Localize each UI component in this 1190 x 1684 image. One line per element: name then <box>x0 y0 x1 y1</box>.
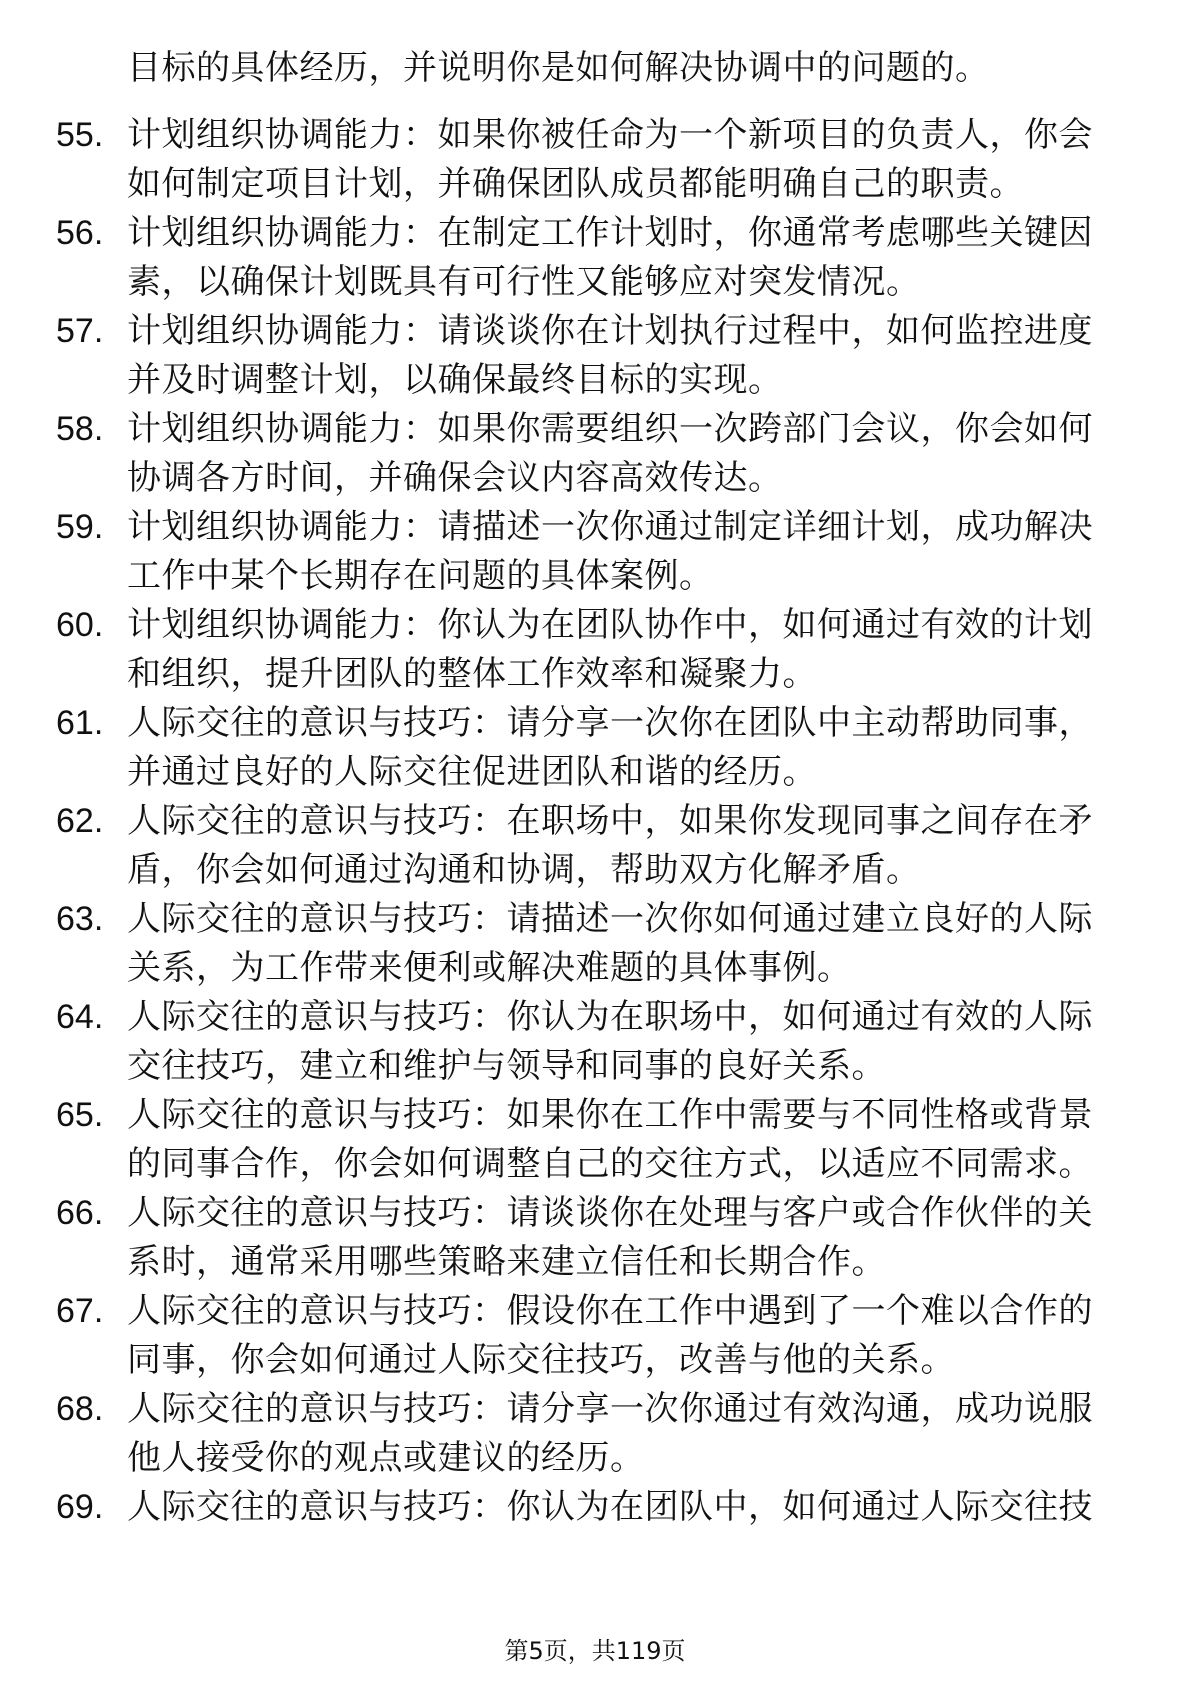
question-number: 60. <box>56 606 104 644</box>
question-line: 计划组织协调能力：请描述一次你通过制定详细计划，成功解决 <box>127 507 1093 547</box>
question-text <box>127 1189 1127 1287</box>
question-line: 关系，为工作带来便利或解决难题的具体事例。 <box>127 948 852 988</box>
question-list <box>0 111 1190 1581</box>
list-item <box>0 1091 1190 1189</box>
question-text <box>127 895 1127 993</box>
question-line: 工作中某个长期存在问题的具体案例。 <box>127 556 714 596</box>
list-item <box>0 601 1190 699</box>
question-line: 人际交往的意识与技巧：请分享一次你在团队中主动帮助同事， <box>127 703 1093 743</box>
question-line: 系时，通常采用哪些策略来建立信任和长期合作。 <box>127 1242 886 1282</box>
question-line: 盾，你会如何通过沟通和协调，帮助双方化解矛盾。 <box>127 850 921 890</box>
question-text <box>127 405 1127 503</box>
question-text <box>127 111 1127 209</box>
question-text <box>127 699 1127 797</box>
question-number: 66. <box>56 1194 104 1232</box>
list-item <box>0 699 1190 797</box>
question-line: 人际交往的意识与技巧：在职场中，如果你发现同事之间存在矛 <box>127 801 1093 841</box>
question-line: 的同事合作，你会如何调整自己的交往方式，以适应不同需求。 <box>127 1144 1093 1184</box>
question-number: 63. <box>56 900 104 938</box>
question-line: 计划组织协调能力：如果你需要组织一次跨部门会议，你会如何 <box>127 409 1093 449</box>
list-item <box>0 307 1190 405</box>
question-text <box>127 1483 1127 1532</box>
question-line: 并及时调整计划，以确保最终目标的实现。 <box>127 360 783 400</box>
question-number: 68. <box>56 1390 104 1428</box>
question-line: 交往技巧，建立和维护与领导和同事的良好关系。 <box>127 1046 886 1086</box>
list-item <box>0 503 1190 601</box>
question-line: 人际交往的意识与技巧：请分享一次你通过有效沟通，成功说服 <box>127 1389 1093 1429</box>
question-text <box>127 503 1127 601</box>
question-number: 55. <box>56 116 104 154</box>
question-number: 62. <box>56 802 104 840</box>
question-text <box>127 1287 1127 1385</box>
question-text <box>127 1091 1127 1189</box>
list-item <box>0 209 1190 307</box>
question-number: 69. <box>56 1488 104 1526</box>
list-item <box>0 993 1190 1091</box>
question-number: 56. <box>56 214 104 252</box>
list-item <box>0 797 1190 895</box>
page-footer: 第5页，共119页 <box>504 1637 686 1665</box>
list-item <box>0 1385 1190 1483</box>
question-number: 58. <box>56 410 104 448</box>
question-text <box>127 993 1127 1091</box>
list-item <box>0 1189 1190 1287</box>
question-line: 计划组织协调能力：你认为在团队协作中，如何通过有效的计划 <box>127 605 1093 645</box>
question-line: 同事，你会如何通过人际交往技巧，改善与他的关系。 <box>127 1340 955 1380</box>
question-text <box>127 601 1127 699</box>
question-text <box>127 797 1127 895</box>
question-number: 65. <box>56 1096 104 1134</box>
question-number: 61. <box>56 704 104 742</box>
question-line: 如何制定项目计划，并确保团队成员都能明确自己的职责。 <box>127 164 1024 204</box>
question-line: 人际交往的意识与技巧：你认为在团队中，如何通过人际交往技 <box>127 1487 1093 1527</box>
question-line: 并通过良好的人际交往促进团队和谐的经历。 <box>127 752 817 792</box>
question-number: 57. <box>56 312 104 350</box>
question-line: 人际交往的意识与技巧：如果你在工作中需要与不同性格或背景 <box>127 1095 1093 1135</box>
list-item <box>0 405 1190 503</box>
question-line: 和组织，提升团队的整体工作效率和凝聚力。 <box>127 654 817 694</box>
question-line: 计划组织协调能力：请谈谈你在计划执行过程中，如何监控进度 <box>127 311 1093 351</box>
question-line: 协调各方时间，并确保会议内容高效传达。 <box>127 458 783 498</box>
list-item <box>0 1287 1190 1385</box>
question-line: 人际交往的意识与技巧：假设你在工作中遇到了一个难以合作的 <box>127 1291 1093 1331</box>
question-line: 人际交往的意识与技巧：请谈谈你在处理与客户或合作伙伴的关 <box>127 1193 1093 1233</box>
continuation-text: 目标的具体经历，并说明你是如何解决协调中的问题的。 <box>127 48 990 88</box>
question-number: 67. <box>56 1292 104 1330</box>
list-item <box>0 895 1190 993</box>
list-item <box>0 1483 1190 1581</box>
question-number: 59. <box>56 508 104 546</box>
question-line: 人际交往的意识与技巧：请描述一次你如何通过建立良好的人际 <box>127 899 1093 939</box>
question-line: 他人接受你的观点或建议的经历。 <box>127 1438 645 1478</box>
question-line: 人际交往的意识与技巧：你认为在职场中，如何通过有效的人际 <box>127 997 1093 1037</box>
question-line: 素，以确保计划既具有可行性又能够应对突发情况。 <box>127 262 921 302</box>
question-text <box>127 209 1127 307</box>
question-number: 64. <box>56 998 104 1036</box>
question-line: 计划组织协调能力：在制定工作计划时，你通常考虑哪些关键因 <box>127 213 1093 253</box>
question-text <box>127 1385 1127 1483</box>
question-line: 计划组织协调能力：如果你被任命为一个新项目的负责人，你会 <box>127 115 1093 155</box>
question-text <box>127 307 1127 405</box>
list-item <box>0 111 1190 209</box>
